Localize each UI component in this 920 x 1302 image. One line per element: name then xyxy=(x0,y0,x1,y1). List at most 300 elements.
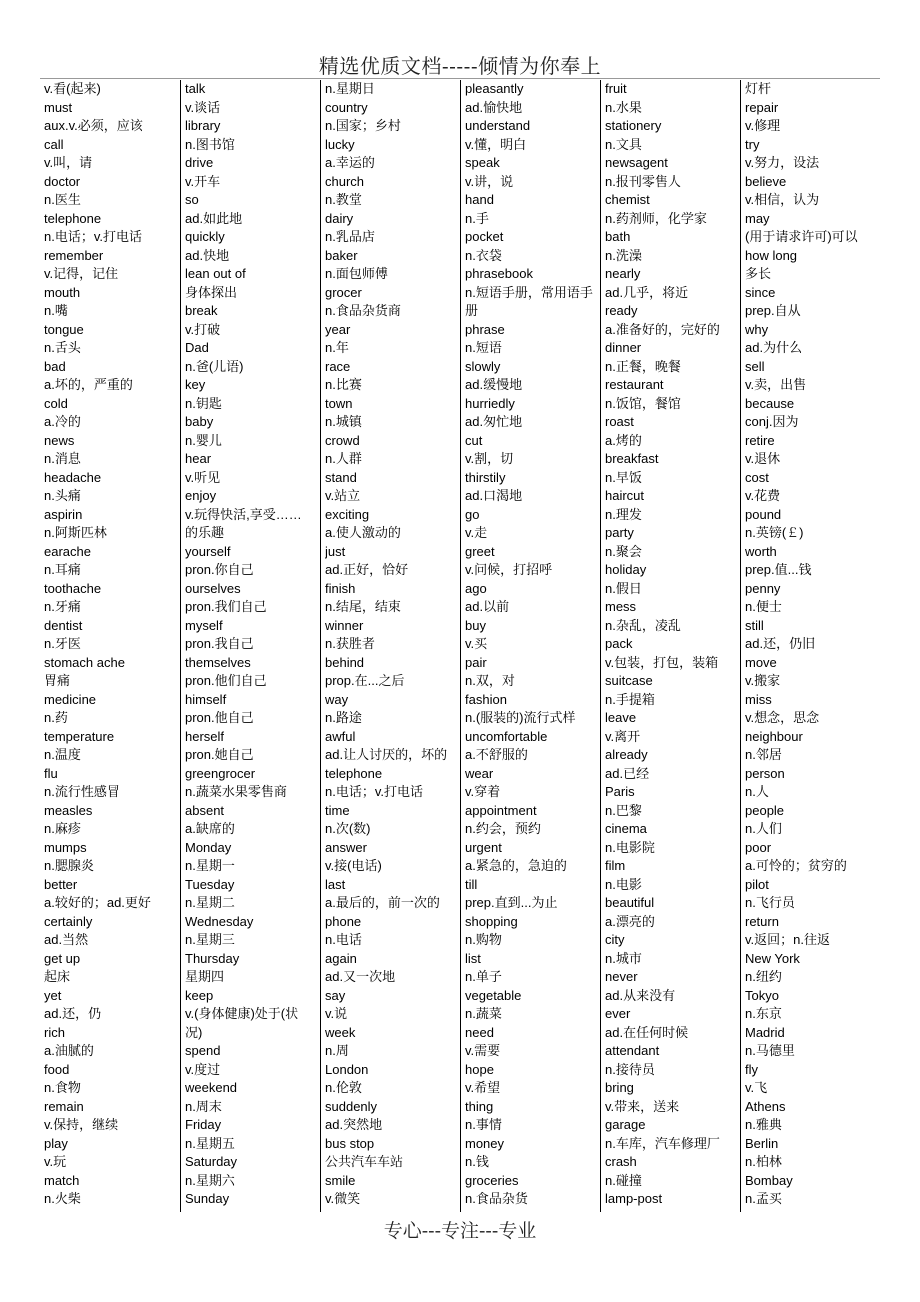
vocab-line: a.紧急的，急迫的 xyxy=(465,858,567,873)
vocab-line: list xyxy=(465,950,481,966)
vocab-line: drive xyxy=(185,155,214,170)
vocab-line: country xyxy=(325,99,368,115)
vocab-line: crowd xyxy=(325,432,360,448)
vocab-line: yet xyxy=(44,987,62,1003)
vocab-line: Madrid xyxy=(745,1024,785,1040)
vocab-column-2 xyxy=(180,80,320,1212)
vocab-line: prep.自从 xyxy=(745,303,801,318)
vocab-line: n.周末 xyxy=(185,1098,222,1114)
vocab-line: v.包装，打包，装箱 xyxy=(605,654,719,670)
vocab-line: remain xyxy=(44,1098,84,1114)
vocab-column-5 xyxy=(600,80,740,1212)
vocab-line: because xyxy=(745,395,795,411)
vocab-column-1 xyxy=(40,80,180,1212)
vocab-line: conj.因为 xyxy=(745,414,799,429)
vocab-line: cost xyxy=(745,469,769,485)
vocab-line: n.婴儿 xyxy=(185,432,222,448)
vocab-line: v.开车 xyxy=(185,173,221,189)
vocab-line: v.接(电话) xyxy=(325,858,382,873)
vocab-line: miss xyxy=(745,691,772,707)
vocab-line: better xyxy=(44,876,78,892)
vocab-line: n.食物 xyxy=(44,1080,81,1095)
vocab-line: n.车库，汽车修理厂 xyxy=(605,1135,720,1151)
vocab-line: ad.愉快地 xyxy=(465,99,523,115)
vocab-line: n.流行性感冒 xyxy=(44,784,120,799)
vocab-line: pron.我自己 xyxy=(185,636,254,651)
vocab-line: n.碰撞 xyxy=(605,1172,642,1188)
vocab-line: n.温度 xyxy=(44,747,81,762)
vocab-line: already xyxy=(605,747,648,762)
vocab-line: v.修理 xyxy=(745,118,781,133)
vocab-line: beautiful xyxy=(605,895,655,910)
vocab-line: n.报刊零售人 xyxy=(605,173,681,189)
vocab-line: appointment xyxy=(465,802,537,818)
vocab-line: way xyxy=(325,691,349,707)
vocab-line: hurriedly xyxy=(465,395,515,411)
vocab-line: n.正餐，晚餐 xyxy=(605,358,681,374)
vocab-line: v.走 xyxy=(465,525,488,540)
vocab-line: ad.又一次地 xyxy=(325,969,396,984)
vocab-line: still xyxy=(745,617,764,633)
vocab-line: n.腮腺炎 xyxy=(44,858,94,873)
vocab-line: n.人们 xyxy=(745,821,782,836)
vocab-line: Berlin xyxy=(745,1135,779,1151)
vocab-line: stomach ache xyxy=(44,654,125,670)
vocab-line: n.柏林 xyxy=(745,1154,782,1169)
vocab-line: n.获胜者 xyxy=(325,636,375,651)
vocab-line: n.飞行员 xyxy=(745,895,795,910)
vocab-line: n.爸(儿语) xyxy=(185,358,244,374)
vocab-line: n.水果 xyxy=(605,99,642,115)
vocab-line: New York xyxy=(745,950,800,966)
vocab-line: ad.正好，恰好 xyxy=(325,562,409,577)
vocab-line: herself xyxy=(185,728,225,744)
vocab-line: ready xyxy=(605,303,638,318)
vocab-line: enjoy xyxy=(185,488,217,503)
vocab-line: a.缺席的 xyxy=(185,821,235,836)
vocab-line: ad.已经 xyxy=(605,765,650,781)
vocab-line: Monday xyxy=(185,839,232,855)
vocab-line: n.比赛 xyxy=(325,377,362,392)
vocab-line: medicine xyxy=(44,691,97,707)
vocab-line: cut xyxy=(465,432,483,448)
vocab-line: earache xyxy=(44,543,91,559)
vocab-line: n.周 xyxy=(325,1043,349,1058)
vocab-line: dentist xyxy=(44,617,83,633)
vocab-line: stationery xyxy=(605,118,662,133)
vocab-line: week xyxy=(325,1024,356,1040)
vocab-line: so xyxy=(185,192,199,207)
vocab-line: telephone xyxy=(325,765,383,781)
vocab-line: leave xyxy=(605,710,637,725)
vocab-column-3 xyxy=(320,80,460,1212)
vocab-line: 灯杆 xyxy=(745,81,772,96)
vocab-line: newsagent xyxy=(605,155,668,170)
vocab-line: v.站立 xyxy=(325,488,361,503)
vocab-line: n.舌头 xyxy=(44,340,81,355)
vocab-line: ad.在任何时候 xyxy=(605,1024,689,1040)
vocab-line: Tuesday xyxy=(185,876,235,892)
vocab-line: roast xyxy=(605,414,634,429)
vocab-line: restaurant xyxy=(605,377,664,392)
vocab-line: n.接待员 xyxy=(605,1061,655,1077)
vocab-line: v.买 xyxy=(465,636,488,651)
vocab-line: n.蔬菜水果零售商 xyxy=(185,784,287,799)
vocab-line: thirstily xyxy=(465,469,506,485)
vocab-line: bad xyxy=(44,358,66,374)
vocab-line: n.购物 xyxy=(465,932,502,947)
vocab-line: v.努力，设法 xyxy=(745,155,820,170)
vocab-line: spend xyxy=(185,1043,221,1058)
vocab-line: food xyxy=(44,1061,70,1077)
vocab-line: v.搬家 xyxy=(745,673,781,688)
vocab-line: year xyxy=(325,321,351,337)
vocab-line: ad.还，仍 xyxy=(44,1006,102,1021)
vocab-line: 册 xyxy=(465,303,479,318)
vocab-line: a.坏的，严重的 xyxy=(44,377,133,392)
vocab-line: urgent xyxy=(465,839,502,855)
vocab-line: haircut xyxy=(605,488,645,503)
vocab-line: n.阿斯匹林 xyxy=(44,525,107,540)
vocab-line: v.打破 xyxy=(185,321,221,337)
vocab-line: town xyxy=(325,395,353,411)
vocab-line: a.使人激动的 xyxy=(325,525,401,540)
vocab-line: ago xyxy=(465,580,487,596)
vocab-line: n.便士 xyxy=(745,599,782,614)
vocab-line: n.手 xyxy=(465,210,489,226)
vocab-line: awful xyxy=(325,728,356,744)
vocab-line: flu xyxy=(44,765,58,781)
vocab-line: n.电影 xyxy=(605,876,642,892)
vocab-line: ad.当然 xyxy=(44,932,89,947)
vocab-line: n.电话；v.打电话 xyxy=(325,784,423,799)
vocab-line: ad.缓慢地 xyxy=(465,377,523,392)
vocab-line: n.单子 xyxy=(465,969,502,984)
vocab-line: stand xyxy=(325,469,357,485)
vocab-line: n.消息 xyxy=(44,451,81,466)
vocab-line: doctor xyxy=(44,173,81,189)
vocab-line: may xyxy=(745,210,770,226)
vocab-line: v.想念，思念 xyxy=(745,710,820,725)
vocab-line: pocket xyxy=(465,229,504,244)
vocab-line: v.退休 xyxy=(745,451,781,466)
vocab-line: headache xyxy=(44,469,102,485)
vocab-line: v.保持，继续 xyxy=(44,1117,119,1132)
vocab-line: mess xyxy=(605,599,637,614)
vocab-line: pron.他们自己 xyxy=(185,673,267,688)
vocab-line: n.年 xyxy=(325,340,349,355)
vocab-line: n.教堂 xyxy=(325,192,362,207)
vocab-line: Athens xyxy=(745,1098,786,1114)
vocab-line: n.事情 xyxy=(465,1117,502,1132)
vocab-line: move xyxy=(745,654,777,670)
vocab-line: v.听见 xyxy=(185,469,221,485)
vocab-line: breakfast xyxy=(605,451,659,466)
vocab-line: fruit xyxy=(605,81,627,96)
vocab-line: pron.我们自己 xyxy=(185,599,267,614)
vocab-line: n.耳痛 xyxy=(44,562,81,577)
vocab-line: quickly xyxy=(185,229,225,244)
vocab-line: till xyxy=(465,876,478,892)
vocab-line: Paris xyxy=(605,784,635,799)
vocab-line: why xyxy=(745,321,769,337)
vocab-line: winner xyxy=(325,617,364,633)
vocab-line: chemist xyxy=(605,192,650,207)
vocab-line: ad.突然地 xyxy=(325,1117,383,1132)
vocab-line: a.可怜的；贫穷的 xyxy=(745,858,847,873)
vocab-line: ad.匆忙地 xyxy=(465,414,523,429)
vocab-line: never xyxy=(605,969,638,984)
vocab-line: n.食品杂货商 xyxy=(325,303,401,318)
vocab-line: n.(服装的)流行式样 xyxy=(465,710,576,725)
vocab-line: ad.让人讨厌的，坏的 xyxy=(325,747,448,762)
vocab-line: a.不舒服的 xyxy=(465,747,528,762)
vocab-line: must xyxy=(44,99,73,115)
vocab-line: behind xyxy=(325,654,365,670)
vocab-line: v.问候，打招呼 xyxy=(465,562,553,577)
vocab-line: n.国家；乡村 xyxy=(325,118,401,133)
vocab-line: try xyxy=(745,136,760,152)
vocab-line: hope xyxy=(465,1061,494,1077)
vocab-line: ad.以前 xyxy=(465,599,510,614)
vocab-line: say xyxy=(325,987,346,1003)
vocab-line: aux.v.必须，应该 xyxy=(44,118,143,133)
vocab-line: v.花费 xyxy=(745,488,781,503)
vocab-line: n.洗澡 xyxy=(605,247,642,263)
vocab-line: vegetable xyxy=(465,987,522,1003)
vocab-line: key xyxy=(185,377,206,392)
vocab-line: n.牙医 xyxy=(44,636,81,651)
vocab-line: prep.值...钱 xyxy=(745,562,812,577)
vocab-line: go xyxy=(465,506,480,522)
vocab-line: v.玩得快活,享受…… xyxy=(185,506,302,522)
vocab-line: n.手提箱 xyxy=(605,691,655,707)
vocab-line: need xyxy=(465,1024,494,1040)
vocab-line: cinema xyxy=(605,821,647,836)
vocab-line: n.钥匙 xyxy=(185,395,222,411)
vocab-line: v.讲，说 xyxy=(465,173,514,189)
vocab-line: again xyxy=(325,950,357,966)
vocab-line: party xyxy=(605,525,634,540)
vocab-line: n.短语手册，常用语手 xyxy=(465,284,593,300)
vocab-line: news xyxy=(44,432,75,448)
vocab-line: fly xyxy=(745,1061,758,1077)
vocab-line: buy xyxy=(465,617,486,633)
vocab-line: answer xyxy=(325,839,367,855)
vocab-line: cold xyxy=(44,395,68,411)
vocab-line: n.食品杂货 xyxy=(465,1191,528,1206)
vocab-line: n.人 xyxy=(745,784,769,799)
vocab-line: repair xyxy=(745,99,779,115)
vocab-line: get up xyxy=(44,950,81,966)
vocab-line: v.穿着 xyxy=(465,784,501,799)
vocab-line: a.较好的；ad.更好 xyxy=(44,895,151,910)
vocab-line: phone xyxy=(325,913,362,929)
vocab-line: remember xyxy=(44,247,104,263)
vocab-line: n.邻居 xyxy=(745,747,782,762)
vocab-line: (用于请求许可)可以 xyxy=(745,229,858,244)
vocab-line: uncomfortable xyxy=(465,728,548,744)
vocab-line: shopping xyxy=(465,913,518,929)
vocab-line: greet xyxy=(465,543,495,559)
vocab-line: yourself xyxy=(185,543,231,559)
vocab-line: understand xyxy=(465,118,531,133)
vocab-line: smile xyxy=(325,1172,356,1188)
vocab-line: v.叫，请 xyxy=(44,155,93,170)
vocab-line: bring xyxy=(605,1080,634,1095)
vocab-line: poor xyxy=(745,839,772,855)
vocab-line: prop.在...之后 xyxy=(325,673,405,688)
vocab-line: ad.从来没有 xyxy=(605,987,676,1003)
vocab-line: bus stop xyxy=(325,1135,375,1151)
vocab-line: 起床 xyxy=(44,969,71,984)
vocab-line: pron.你自己 xyxy=(185,562,254,577)
vocab-line: n.双，对 xyxy=(465,673,515,688)
vocab-line: hear xyxy=(185,451,212,466)
vocab-line: n.东京 xyxy=(745,1006,782,1021)
vocab-line: pleasantly xyxy=(465,81,524,96)
vocab-line: aspirin xyxy=(44,506,83,522)
vocab-line: n.巴黎 xyxy=(605,802,642,818)
vocab-line: a.冷的 xyxy=(44,414,81,429)
vocab-line: 公共汽车车站 xyxy=(325,1154,404,1169)
vocab-line: people xyxy=(745,802,785,818)
vocab-line: library xyxy=(185,118,221,133)
vocab-line: n.伦敦 xyxy=(325,1080,362,1095)
vocab-line: worth xyxy=(745,543,777,559)
vocab-line: phrasebook xyxy=(465,266,533,281)
vocab-line: return xyxy=(745,913,779,929)
vocab-line: Wednesday xyxy=(185,913,254,929)
vocab-line: Dad xyxy=(185,340,209,355)
vocab-line: n.理发 xyxy=(605,506,642,522)
vocab-line: v.微笑 xyxy=(325,1191,361,1206)
vocab-line: toothache xyxy=(44,580,102,596)
vocab-line: n.饭馆，餐馆 xyxy=(605,395,681,411)
vocab-line: absent xyxy=(185,802,225,818)
vocab-line: weekend xyxy=(185,1080,238,1095)
vocab-line: n.面包师傅 xyxy=(325,266,388,281)
vocab-line: n.星期三 xyxy=(185,932,235,947)
vocab-line: grocer xyxy=(325,284,362,300)
vocab-column-6 xyxy=(740,80,880,1212)
vocab-line: ad.口渴地 xyxy=(465,488,523,503)
vocab-line: v.希望 xyxy=(465,1080,501,1095)
vocab-line: v.带来，送来 xyxy=(605,1098,680,1114)
vocab-line: retire xyxy=(745,432,775,448)
vocab-line: just xyxy=(325,543,346,559)
vocab-line: pair xyxy=(465,654,487,670)
vocab-line: dairy xyxy=(325,210,354,226)
vocab-line: n.短语 xyxy=(465,340,502,355)
vocab-line: n.星期六 xyxy=(185,1172,235,1188)
vocab-line: v.度过 xyxy=(185,1061,221,1077)
vocab-line: exciting xyxy=(325,506,370,522)
vocab-line: London xyxy=(325,1061,369,1077)
vocab-line: ad.如此地 xyxy=(185,210,243,226)
vocab-line: themselves xyxy=(185,654,251,670)
vocab-line: n.药剂师，化学家 xyxy=(605,210,707,226)
vocab-line: n.星期日 xyxy=(325,81,375,96)
vocab-line: a.最后的，前一次的 xyxy=(325,895,440,910)
vocab-line: n.城镇 xyxy=(325,414,362,429)
vocab-line: crash xyxy=(605,1154,637,1169)
vocab-line: lamp-post xyxy=(605,1191,663,1206)
vocab-line: n.图书馆 xyxy=(185,136,235,152)
vocab-line: groceries xyxy=(465,1172,519,1188)
vocab-line: 身体探出 xyxy=(185,284,238,300)
vocab-line: mumps xyxy=(44,839,87,855)
vocab-line: n.早饭 xyxy=(605,469,642,485)
vocabulary-table xyxy=(40,80,880,1212)
vocab-line: pron.她自己 xyxy=(185,747,254,762)
vocab-line: suddenly xyxy=(325,1098,378,1114)
vocab-line: a.漂亮的 xyxy=(605,913,655,929)
vocab-line: n.杂乱，凌乱 xyxy=(605,617,681,633)
vocab-line: n.纽约 xyxy=(745,969,782,984)
vocab-line: baby xyxy=(185,414,214,429)
vocab-line: n.乳品店 xyxy=(325,229,375,244)
vocab-line: sell xyxy=(745,358,765,374)
vocab-line: call xyxy=(44,136,64,152)
vocab-line: holiday xyxy=(605,562,647,577)
vocab-line: 多长 xyxy=(745,266,772,281)
vocab-line: ourselves xyxy=(185,580,241,596)
vocab-line: a.幸运的 xyxy=(325,155,375,170)
vocab-line: n.电话 xyxy=(325,932,362,947)
vocab-line: talk xyxy=(185,81,206,96)
vocab-line: n.麻疹 xyxy=(44,821,81,836)
vocab-line: n.火柴 xyxy=(44,1191,81,1206)
vocab-line: attendant xyxy=(605,1043,660,1058)
vocab-line: believe xyxy=(745,173,787,189)
vocab-line: v.懂，明白 xyxy=(465,136,527,152)
vocab-line: money xyxy=(465,1135,505,1151)
vocab-line: v.记得，记住 xyxy=(44,266,119,281)
vocab-line: n.星期一 xyxy=(185,858,235,873)
vocab-line: since xyxy=(745,284,776,300)
vocab-line: Sunday xyxy=(185,1191,230,1206)
vocab-line: film xyxy=(605,858,626,873)
vocab-line: finish xyxy=(325,580,356,596)
vocab-line: n.嘴 xyxy=(44,303,68,318)
vocab-line: neighbour xyxy=(745,728,803,744)
vocab-line: n.蔬菜 xyxy=(465,1006,502,1021)
vocab-line: lucky xyxy=(325,136,355,152)
vocab-line: nearly xyxy=(605,266,641,281)
vocab-column-4 xyxy=(460,80,600,1212)
vocab-line: n.马德里 xyxy=(745,1043,795,1058)
vocab-line: race xyxy=(325,358,351,374)
vocab-line: v.谈话 xyxy=(185,99,221,115)
vocab-line: n.聚会 xyxy=(605,543,642,559)
vocab-line: v.相信，认为 xyxy=(745,192,820,207)
vocab-line: v.飞 xyxy=(745,1080,768,1095)
vocab-line: telephone xyxy=(44,210,102,226)
vocab-line: ad.还，仍旧 xyxy=(745,636,816,651)
vocab-line: Saturday xyxy=(185,1154,238,1169)
vocab-line: city xyxy=(605,932,625,947)
vocab-line: wear xyxy=(465,765,494,781)
vocab-line: suitcase xyxy=(605,673,653,688)
vocab-line: n.城市 xyxy=(605,950,642,966)
vocab-line: n.文具 xyxy=(605,136,642,152)
vocab-line: thing xyxy=(465,1098,494,1114)
vocab-line: last xyxy=(325,876,346,892)
vocab-line: n.星期五 xyxy=(185,1135,235,1151)
vocab-line: lean out of xyxy=(185,266,246,281)
vocab-line: 星期四 xyxy=(185,969,225,984)
